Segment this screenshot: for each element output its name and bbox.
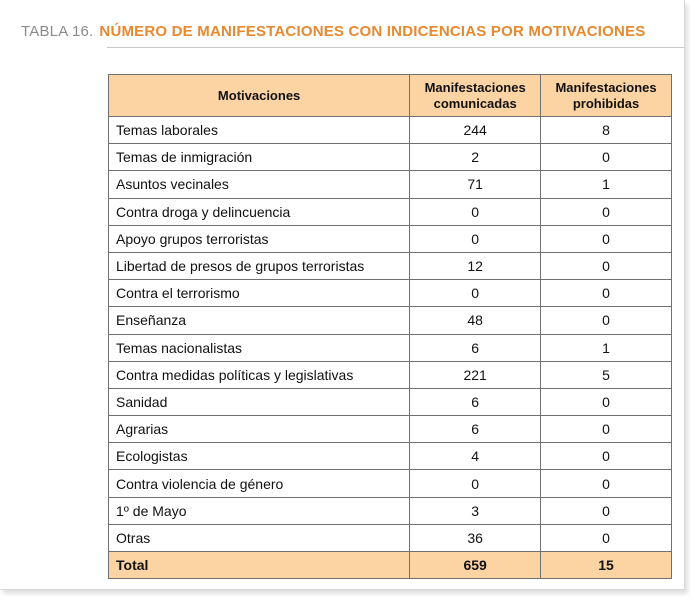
motivacion-cell: Contra el terrorismo (109, 280, 410, 307)
table-row (109, 198, 672, 225)
motivacion-cell: Asuntos vecinales (109, 171, 410, 198)
total-row (109, 552, 672, 579)
comunicadas-cell: 6 (410, 334, 541, 361)
comunicadas-cell: 48 (410, 307, 541, 334)
table-row (109, 388, 672, 415)
table-row (109, 171, 672, 198)
table-body (109, 117, 672, 552)
prohibidas-cell: 0 (541, 497, 672, 524)
comunicadas-cell: 0 (410, 225, 541, 252)
motivacion-cell: Contra medidas políticas y legislativas (109, 361, 410, 388)
prohibidas-cell: 0 (541, 225, 672, 252)
comunicadas-cell: 2 (410, 144, 541, 171)
comunicadas-cell: 3 (410, 497, 541, 524)
table-row (109, 280, 672, 307)
motivacion-cell: Contra violencia de género (109, 470, 410, 497)
motivacion-cell: Otras (109, 524, 410, 551)
table-row (109, 334, 672, 361)
motivations-table (108, 74, 672, 579)
comunicadas-cell: 0 (410, 470, 541, 497)
total-prohibidas: 15 (541, 552, 672, 579)
total-label: Total (109, 552, 410, 579)
table-row (109, 524, 672, 551)
motivacion-cell: Temas laborales (109, 117, 410, 144)
motivacion-cell: 1º de Mayo (109, 497, 410, 524)
comunicadas-cell: 12 (410, 252, 541, 279)
motivacion-cell: Temas nacionalistas (109, 334, 410, 361)
comunicadas-cell: 4 (410, 443, 541, 470)
table-row (109, 225, 672, 252)
prohibidas-cell: 0 (541, 470, 672, 497)
prohibidas-cell: 5 (541, 361, 672, 388)
prohibidas-cell: 0 (541, 443, 672, 470)
prohibidas-cell: 0 (541, 252, 672, 279)
table-row (109, 252, 672, 279)
table-row (109, 416, 672, 443)
caption-divider (107, 47, 684, 48)
prohibidas-cell: 8 (541, 117, 672, 144)
comunicadas-cell: 0 (410, 198, 541, 225)
table-header-row (109, 75, 672, 117)
prohibidas-cell: 0 (541, 144, 672, 171)
column-header-comunicadas: Manifestaciones comunicadas (410, 75, 541, 117)
table-number: TABLA 16. (21, 23, 94, 40)
comunicadas-cell: 244 (410, 117, 541, 144)
motivacion-cell: Enseñanza (109, 307, 410, 334)
column-header-prohibidas: Manifestaciones prohibidas (541, 75, 672, 117)
comunicadas-cell: 71 (410, 171, 541, 198)
table-row (109, 144, 672, 171)
table-row (109, 470, 672, 497)
motivacion-cell: Ecologistas (109, 443, 410, 470)
table-caption (21, 21, 645, 43)
motivacion-cell: Libertad de presos de grupos terroristas (109, 252, 410, 279)
motivacion-cell: Sanidad (109, 388, 410, 415)
table-row (109, 497, 672, 524)
comunicadas-cell: 221 (410, 361, 541, 388)
prohibidas-cell: 0 (541, 198, 672, 225)
motivacion-cell: Contra droga y delincuencia (109, 198, 410, 225)
column-header-motivaciones: Motivaciones (109, 75, 410, 117)
prohibidas-cell: 1 (541, 334, 672, 361)
motivacion-cell: Apoyo grupos terroristas (109, 225, 410, 252)
prohibidas-cell: 0 (541, 280, 672, 307)
table-row (109, 307, 672, 334)
table-row (109, 361, 672, 388)
comunicadas-cell: 36 (410, 524, 541, 551)
table-row (109, 117, 672, 144)
prohibidas-cell: 0 (541, 416, 672, 443)
motivacion-cell: Temas de inmigración (109, 144, 410, 171)
prohibidas-cell: 0 (541, 388, 672, 415)
comunicadas-cell: 0 (410, 280, 541, 307)
table-title: NÚMERO DE MANIFESTACIONES CON INDICENCIAS POR MOTIVACIONES (99, 23, 646, 40)
prohibidas-cell: 0 (541, 524, 672, 551)
comunicadas-cell: 6 (410, 416, 541, 443)
motivacion-cell: Agrarias (109, 416, 410, 443)
total-comunicadas: 659 (410, 552, 541, 579)
comunicadas-cell: 6 (410, 388, 541, 415)
table-row (109, 443, 672, 470)
prohibidas-cell: 1 (541, 171, 672, 198)
prohibidas-cell: 0 (541, 307, 672, 334)
